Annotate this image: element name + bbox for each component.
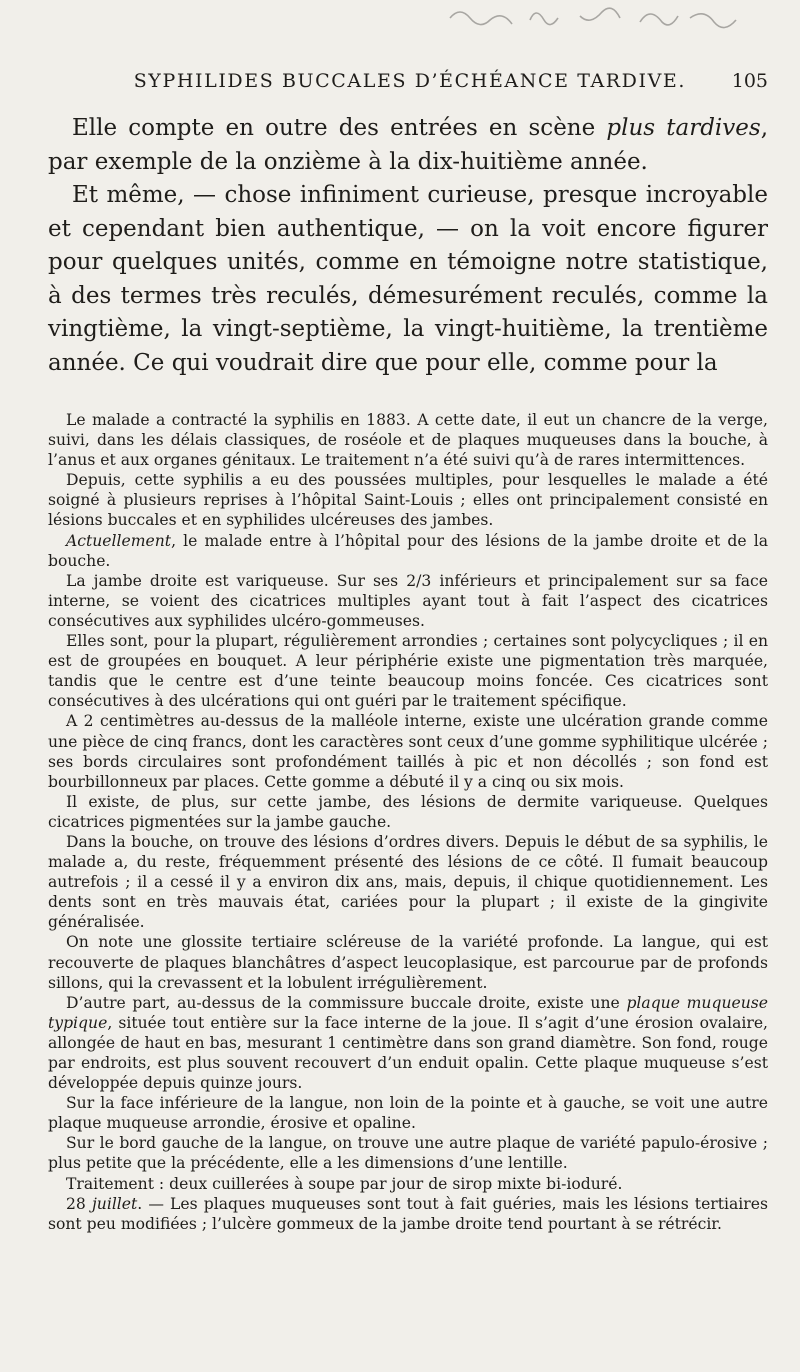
observation-paragraph: La jambe droite est variqueuse. Sur ses 2/3 inférieurs et principalement sur sa face interne, se voient des cicatrices multiples ayant tout à fait l’aspect des cicatrices consécutives aux syphilides ulcéro-gommeuses. — [48, 571, 768, 630]
observation-paragraph: D’autre part, au-dessus de la commissure buccale droite, existe une plaque muqueuse typique, située tout entière sur la face interne de la joue. Il s’agit d’une érosion ovalaire, allongée de haut en bas, mesurant 1 centimètre dans son grand diamètre. Son fond, rouge par endroits, est plus souvent recouvert d’un enduit opalin. Cette plaque muqueuse s’est développée depuis quinze jours. — [48, 993, 768, 1093]
observation-paragraph: Sur la face inférieure de la langue, non loin de la pointe et à gauche, se voit une autre plaque muqueuse arrondie, érosive et opaline. — [48, 1094, 768, 1133]
running-head — [48, 70, 768, 92]
observation-paragraph: Actuellement, le malade entre à l’hôpital pour des lésions de la jambe droite et de la bouche. — [48, 531, 768, 570]
running-title: SYPHILIDES BUCCALES D’ÉCHÉANCE TARDIVE. — [133, 70, 687, 92]
main-text — [48, 112, 768, 380]
clinical-observation — [48, 410, 768, 1234]
observation-paragraph: Traitement : deux cuillerées à soupe par jour de sirop mixte bi-ioduré. — [66, 1174, 623, 1193]
observation-paragraph: Sur le bord gauche de la langue, on trouve une autre plaque de variété papulo-érosive ; plus petite que la précédente, elle a les dimensions d’une lentille. — [48, 1134, 768, 1173]
observation-paragraph: A 2 centimètres au-dessus de la malléole interne, existe une ulcération grande comme une pièce de cinq francs, dont les caractères sont ceux d’une gomme syphilitique ulcérée ; ses bords circulaires sont profondément taillés à pic et non décollés ; son fond est bourbillonneux par places. Cette gomme a débuté il y a cinq ou six mois. — [48, 712, 768, 791]
observation-paragraph: Dans la bouche, on trouve des lésions d’ordres divers. Depuis le début de sa syphilis, le malade a, du reste, fréquemment présenté des lésions de ce côté. Il fumait beaucoup autrefois ; il a cessé il y a environ dix ans, mais, depuis, il chique quotidiennement. Les dents sont en très mauvais état, cariées pour la plupart ; il existe de la gingivite généralisée. — [48, 832, 768, 932]
observation-paragraph: On note une glossite tertiaire scléreuse de la variété profonde. La langue, qui est recouverte de plaques blanchâtres d’aspect leucoplasique, est parcourue par de profonds sillons, qui la crevassent et la lobulent irrégulièrement. — [48, 933, 768, 992]
observation-paragraph: Depuis, cette syphilis a eu des poussées multiples, pour lesquelles le malade a été soigné à plusieurs reprises à l’hôpital Saint-Louis ; elles ont principalement consisté en lésions buccales et en syphilides ulcéreuses des jambes. — [48, 471, 768, 530]
observation-paragraph: Il existe, de plus, sur cette jambe, des lésions de dermite variqueuse. Quelques cicatrices pigmentées sur la jambe gauche. — [48, 792, 768, 831]
page-number: 105 — [731, 70, 768, 92]
handwritten-scribble — [440, 0, 770, 40]
observation-paragraph: Le malade a contracté la syphilis en 1883. A cette date, il eut un chancre de la verge, suivi, dans les délais classiques, de roséole et de plaques muqueuses dans la bouche, à l’anus et aux organes génitaux. Le traitement n’a été suivi qu’à de rares intermittences. — [48, 411, 768, 470]
paragraph: Elle compte en outre des entrées en scène plus tardives, par exemple de la onzième à la dix-huitième année. — [48, 115, 768, 175]
book-page — [48, 70, 768, 1234]
paragraph: Et même, — chose infiniment curieuse, presque incroyable et cependant bien authentique, — on la voit encore figurer pour quelques unités, comme en témoigne notre statistique, à des termes très reculés, démesurément reculés, comme la vingtième, la vingt-septième, la vingt-huitième, la trentième année. Ce qui voudrait dire que pour elle, comme pour la — [48, 182, 768, 376]
observation-paragraph: 28 juillet. — Les plaques muqueuses sont tout à fait guéries, mais les lésions tertiaires sont peu modifiées ; l’ulcère gommeux de la jambe droite tend pourtant à se rétrécir. — [48, 1194, 768, 1233]
observation-paragraph: Elles sont, pour la plupart, régulièrement arrondies ; certaines sont polycycliques ; il en est de groupées en bouquet. A leur périphérie existe une pigmentation très marquée, tandis que le centre est d’une teinte beaucoup moins foncée. Ces cicatrices sont consécutives à des ulcérations qui ont guéri par le traitement spécifique. — [48, 632, 768, 711]
